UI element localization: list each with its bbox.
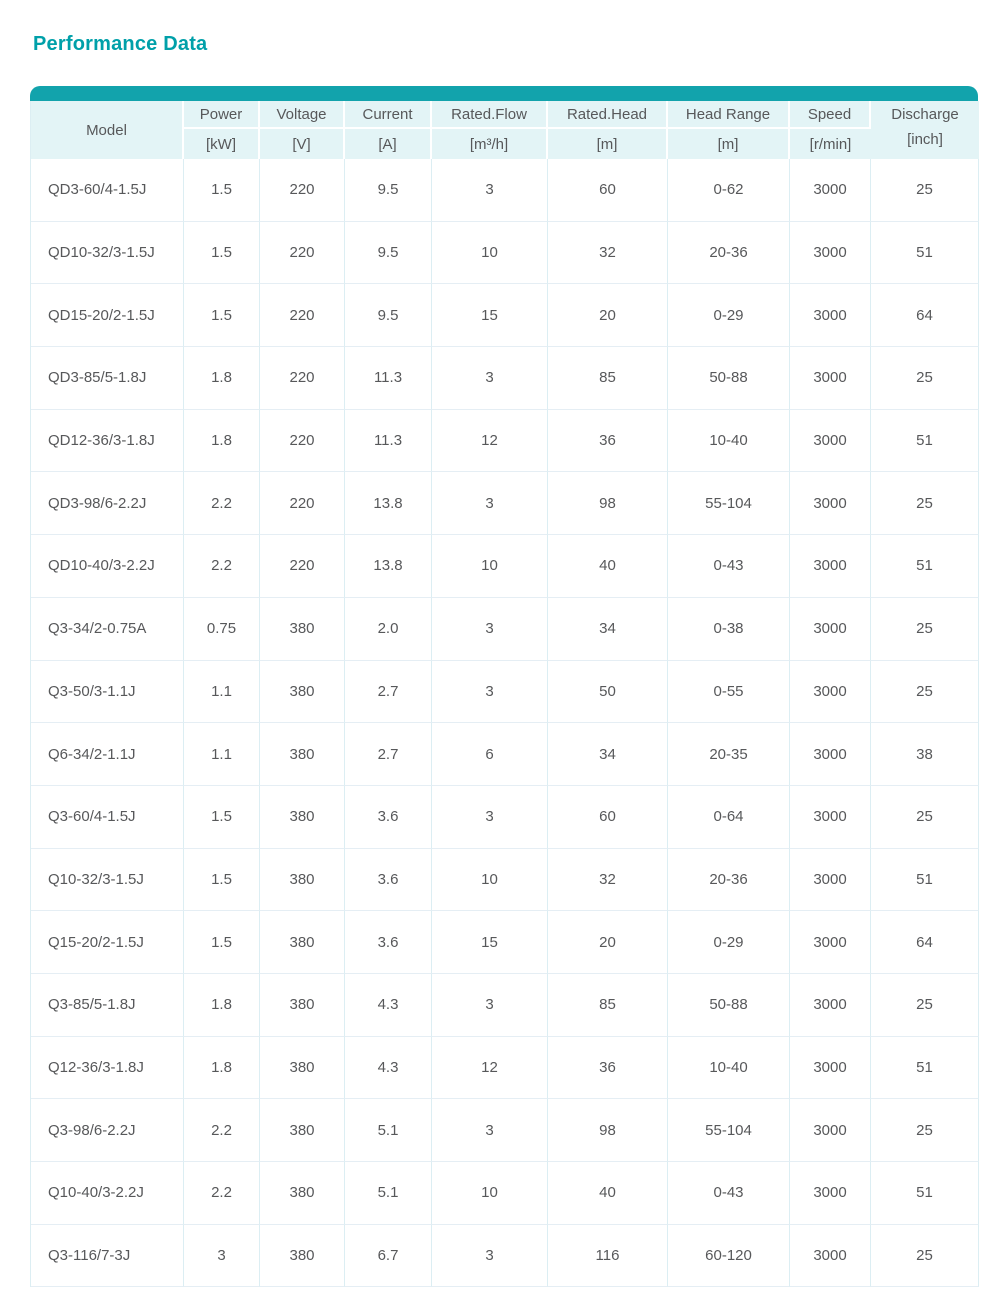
cell-voltage: 380 (260, 849, 345, 912)
cell-speed: 3000 (790, 661, 871, 724)
cell-current: 3.6 (345, 911, 432, 974)
cell-speed: 3000 (790, 1162, 871, 1225)
table-row (31, 347, 979, 410)
cell-power: 3 (184, 1225, 260, 1288)
table-row (31, 159, 979, 222)
cell-rated-head: 60 (548, 159, 668, 222)
column-header-label: Discharge (891, 106, 959, 123)
table-row (31, 410, 979, 473)
cell-voltage: 380 (260, 974, 345, 1037)
cell-speed: 3000 (790, 284, 871, 347)
cell-head-range: 0-29 (668, 284, 790, 347)
column-header-discharge (871, 101, 979, 159)
table-row (31, 911, 979, 974)
cell-voltage: 220 (260, 535, 345, 598)
cell-discharge: 25 (871, 472, 979, 535)
table-row (31, 786, 979, 849)
cell-current: 5.1 (345, 1162, 432, 1225)
cell-speed: 3000 (790, 1099, 871, 1162)
cell-rated-flow: 3 (432, 1099, 548, 1162)
cell-discharge: 25 (871, 661, 979, 724)
cell-power: 2.2 (184, 1099, 260, 1162)
cell-head-range: 55-104 (668, 472, 790, 535)
cell-voltage: 380 (260, 1162, 345, 1225)
table-row (31, 1099, 979, 1162)
column-header-speed: Speed (790, 101, 871, 129)
cell-speed: 3000 (790, 974, 871, 1037)
cell-discharge: 25 (871, 974, 979, 1037)
cell-speed: 3000 (790, 723, 871, 786)
column-unit-power: [kW] (184, 129, 260, 159)
page-title: Performance Data (33, 33, 208, 55)
cell-rated-flow: 12 (432, 1037, 548, 1100)
column-header-current: Current (345, 101, 432, 129)
cell-current: 4.3 (345, 1037, 432, 1100)
cell-voltage: 380 (260, 1225, 345, 1288)
cell-discharge: 38 (871, 723, 979, 786)
cell-speed: 3000 (790, 222, 871, 285)
table-row (31, 1225, 979, 1288)
cell-voltage: 220 (260, 284, 345, 347)
cell-rated-head: 34 (548, 723, 668, 786)
cell-power: 1.5 (184, 284, 260, 347)
cell-rated-flow: 15 (432, 911, 548, 974)
cell-model: QD12-36/3-1.8J (31, 410, 184, 473)
cell-current: 2.7 (345, 723, 432, 786)
column-unit-voltage: [V] (260, 129, 345, 159)
cell-model: Q3-116/7-3J (31, 1225, 184, 1288)
cell-current: 13.8 (345, 472, 432, 535)
cell-head-range: 0-29 (668, 911, 790, 974)
cell-current: 13.8 (345, 535, 432, 598)
cell-head-range: 0-43 (668, 535, 790, 598)
cell-model: Q10-40/3-2.2J (31, 1162, 184, 1225)
cell-speed: 3000 (790, 410, 871, 473)
cell-discharge: 64 (871, 284, 979, 347)
cell-speed: 3000 (790, 535, 871, 598)
cell-voltage: 380 (260, 1037, 345, 1100)
cell-current: 11.3 (345, 410, 432, 473)
cell-discharge: 51 (871, 535, 979, 598)
cell-rated-head: 32 (548, 222, 668, 285)
cell-model: Q12-36/3-1.8J (31, 1037, 184, 1100)
cell-voltage: 220 (260, 472, 345, 535)
table-row (31, 849, 979, 912)
cell-head-range: 60-120 (668, 1225, 790, 1288)
cell-voltage: 220 (260, 222, 345, 285)
table-header (31, 101, 979, 159)
cell-rated-flow: 3 (432, 347, 548, 410)
column-unit-label: [inch] (907, 131, 943, 148)
cell-rated-flow: 3 (432, 661, 548, 724)
cell-current: 6.7 (345, 1225, 432, 1288)
cell-rated-flow: 10 (432, 1162, 548, 1225)
cell-voltage: 380 (260, 786, 345, 849)
cell-current: 9.5 (345, 284, 432, 347)
cell-power: 1.5 (184, 159, 260, 222)
cell-rated-flow: 10 (432, 222, 548, 285)
cell-head-range: 10-40 (668, 1037, 790, 1100)
table-row (31, 472, 979, 535)
cell-rated-flow: 6 (432, 723, 548, 786)
cell-current: 9.5 (345, 159, 432, 222)
cell-power: 0.75 (184, 598, 260, 661)
cell-head-range: 55-104 (668, 1099, 790, 1162)
cell-current: 11.3 (345, 347, 432, 410)
cell-head-range: 0-43 (668, 1162, 790, 1225)
table-row (31, 1162, 979, 1225)
cell-discharge: 51 (871, 849, 979, 912)
cell-power: 1.8 (184, 347, 260, 410)
cell-model: Q3-85/5-1.8J (31, 974, 184, 1037)
cell-rated-head: 116 (548, 1225, 668, 1288)
cell-current: 5.1 (345, 1099, 432, 1162)
cell-model: QD3-85/5-1.8J (31, 347, 184, 410)
cell-model: Q6-34/2-1.1J (31, 723, 184, 786)
cell-voltage: 220 (260, 347, 345, 410)
column-header-power: Power (184, 101, 260, 129)
cell-discharge: 25 (871, 159, 979, 222)
cell-power: 1.5 (184, 849, 260, 912)
cell-discharge: 51 (871, 1037, 979, 1100)
cell-rated-head: 36 (548, 410, 668, 473)
table-row (31, 1037, 979, 1100)
cell-model: QD3-60/4-1.5J (31, 159, 184, 222)
cell-rated-flow: 3 (432, 974, 548, 1037)
cell-model: Q3-98/6-2.2J (31, 1099, 184, 1162)
table-row (31, 974, 979, 1037)
table-row (31, 723, 979, 786)
cell-rated-flow: 12 (432, 410, 548, 473)
cell-model: QD15-20/2-1.5J (31, 284, 184, 347)
cell-speed: 3000 (790, 347, 871, 410)
cell-model: Q3-60/4-1.5J (31, 786, 184, 849)
cell-power: 1.8 (184, 1037, 260, 1100)
cell-voltage: 380 (260, 661, 345, 724)
cell-discharge: 25 (871, 347, 979, 410)
cell-head-range: 50-88 (668, 347, 790, 410)
cell-power: 1.8 (184, 410, 260, 473)
cell-discharge: 51 (871, 1162, 979, 1225)
cell-rated-flow: 3 (432, 598, 548, 661)
cell-voltage: 220 (260, 159, 345, 222)
cell-rated-flow: 3 (432, 1225, 548, 1288)
cell-rated-flow: 3 (432, 159, 548, 222)
column-unit-current: [A] (345, 129, 432, 159)
cell-current: 2.0 (345, 598, 432, 661)
cell-speed: 3000 (790, 472, 871, 535)
cell-power: 1.8 (184, 974, 260, 1037)
cell-power: 1.5 (184, 222, 260, 285)
cell-model: QD10-40/3-2.2J (31, 535, 184, 598)
table-row (31, 661, 979, 724)
cell-model: Q15-20/2-1.5J (31, 911, 184, 974)
cell-rated-head: 40 (548, 535, 668, 598)
cell-model: Q10-32/3-1.5J (31, 849, 184, 912)
cell-speed: 3000 (790, 786, 871, 849)
cell-head-range: 0-64 (668, 786, 790, 849)
cell-rated-head: 85 (548, 974, 668, 1037)
table-top-accent-bar (30, 86, 978, 101)
column-unit-rated-flow: [m³/h] (432, 129, 548, 159)
cell-rated-head: 40 (548, 1162, 668, 1225)
column-header-model: Model (31, 101, 184, 159)
cell-voltage: 380 (260, 723, 345, 786)
cell-model: Q3-34/2-0.75A (31, 598, 184, 661)
cell-rated-head: 36 (548, 1037, 668, 1100)
cell-voltage: 220 (260, 410, 345, 473)
column-unit-speed: [r/min] (790, 129, 871, 159)
cell-current: 9.5 (345, 222, 432, 285)
cell-head-range: 20-35 (668, 723, 790, 786)
cell-power: 1.5 (184, 911, 260, 974)
cell-discharge: 51 (871, 222, 979, 285)
cell-rated-flow: 3 (432, 786, 548, 849)
cell-rated-head: 85 (548, 347, 668, 410)
cell-current: 4.3 (345, 974, 432, 1037)
cell-discharge: 25 (871, 1099, 979, 1162)
cell-current: 3.6 (345, 786, 432, 849)
table-row (31, 598, 979, 661)
cell-current: 3.6 (345, 849, 432, 912)
cell-rated-head: 32 (548, 849, 668, 912)
cell-head-range: 50-88 (668, 974, 790, 1037)
cell-rated-flow: 15 (432, 284, 548, 347)
cell-voltage: 380 (260, 598, 345, 661)
performance-table-container (30, 86, 978, 1287)
cell-head-range: 20-36 (668, 222, 790, 285)
cell-model: QD3-98/6-2.2J (31, 472, 184, 535)
performance-data-table (30, 101, 979, 1287)
cell-rated-flow: 10 (432, 535, 548, 598)
cell-voltage: 380 (260, 1099, 345, 1162)
cell-rated-head: 98 (548, 1099, 668, 1162)
cell-power: 2.2 (184, 472, 260, 535)
cell-rated-head: 50 (548, 661, 668, 724)
cell-head-range: 10-40 (668, 410, 790, 473)
cell-speed: 3000 (790, 911, 871, 974)
cell-discharge: 25 (871, 1225, 979, 1288)
cell-discharge: 64 (871, 911, 979, 974)
cell-speed: 3000 (790, 159, 871, 222)
cell-power: 1.1 (184, 723, 260, 786)
cell-rated-flow: 10 (432, 849, 548, 912)
table-row (31, 284, 979, 347)
cell-model: QD10-32/3-1.5J (31, 222, 184, 285)
column-header-rated-flow: Rated.Flow (432, 101, 548, 129)
table-body (31, 159, 979, 1287)
cell-speed: 3000 (790, 1037, 871, 1100)
cell-speed: 3000 (790, 1225, 871, 1288)
cell-power: 1.1 (184, 661, 260, 724)
cell-head-range: 0-38 (668, 598, 790, 661)
cell-discharge: 51 (871, 410, 979, 473)
cell-rated-head: 34 (548, 598, 668, 661)
cell-rated-head: 20 (548, 284, 668, 347)
column-header-rated-head: Rated.Head (548, 101, 668, 129)
cell-rated-head: 98 (548, 472, 668, 535)
cell-power: 2.2 (184, 535, 260, 598)
column-unit-rated-head: [m] (548, 129, 668, 159)
cell-power: 2.2 (184, 1162, 260, 1225)
table-row (31, 222, 979, 285)
cell-discharge: 25 (871, 598, 979, 661)
cell-discharge: 25 (871, 786, 979, 849)
cell-head-range: 0-62 (668, 159, 790, 222)
column-header-head-range: Head Range (668, 101, 790, 129)
cell-rated-head: 60 (548, 786, 668, 849)
column-unit-head-range: [m] (668, 129, 790, 159)
cell-speed: 3000 (790, 849, 871, 912)
cell-power: 1.5 (184, 786, 260, 849)
column-header-voltage: Voltage (260, 101, 345, 129)
cell-head-range: 20-36 (668, 849, 790, 912)
cell-rated-flow: 3 (432, 472, 548, 535)
cell-speed: 3000 (790, 598, 871, 661)
cell-voltage: 380 (260, 911, 345, 974)
cell-rated-head: 20 (548, 911, 668, 974)
cell-model: Q3-50/3-1.1J (31, 661, 184, 724)
table-row (31, 535, 979, 598)
cell-current: 2.7 (345, 661, 432, 724)
cell-head-range: 0-55 (668, 661, 790, 724)
